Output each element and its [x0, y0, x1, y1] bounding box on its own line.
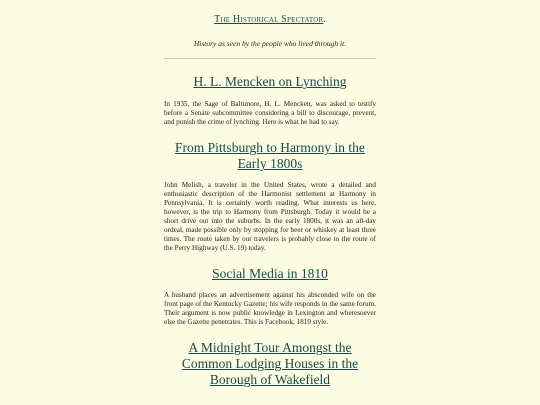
article: [164, 340, 376, 388]
article-summary: A husband places an advertisement against his absconded wife on the front page of the Kentucky Gazette; his wife responds in the same forum. Their argument is now public knowledge in Lexington and wheresoever else the Gazette penetrates. This is Facebook, 1810 style.: [164, 291, 376, 326]
page: [164, 0, 376, 388]
site-title-text: The Historical Spectator: [214, 14, 324, 25]
article-summary: In 1935, the Sage of Baltimore, H. L. Mencken, was asked to testify before a Senate subcommittee considering a bill to discourage, prevent, and punish the crime of lynching. Here is what he had to say.: [164, 100, 376, 126]
site-title-link[interactable]: [214, 14, 323, 25]
site-tagline: History as seen by the people who lived through it.: [193, 39, 347, 48]
article-title-link[interactable]: H. L. Mencken on Lynching: [193, 74, 347, 89]
site-title-suffix: .: [323, 14, 326, 25]
article-title-link[interactable]: A Midnight Tour Amongst the Common Lodging Houses in the Borough of Wakefield: [181, 340, 359, 387]
article-summary: John Melish, a traveler in the United States, wrote a detailed and enthusiastic description of the Harmonist settlement at Harmony in Pennsylvania. It is certainly worth reading. What interests us here, however, is the trip to Harmony from Pittsburgh. Today it would be a short drive out into the suburbs. In the early 1800s, it was an all-day ordeal, made possible only by stopping for beer or whiskey at least three times. The route taken by our travelers is probably close to the route of the Perry Highway (U.S. 19) today.: [164, 181, 376, 252]
article-title-link[interactable]: From Pittsburgh to Harmony in the Early 1800s: [175, 140, 365, 171]
site-header: [164, 9, 376, 27]
article-title-link[interactable]: Social Media in 1810: [212, 266, 328, 281]
article: [164, 74, 376, 127]
article: [164, 140, 376, 253]
header-divider: [164, 58, 376, 59]
article: [164, 266, 376, 327]
